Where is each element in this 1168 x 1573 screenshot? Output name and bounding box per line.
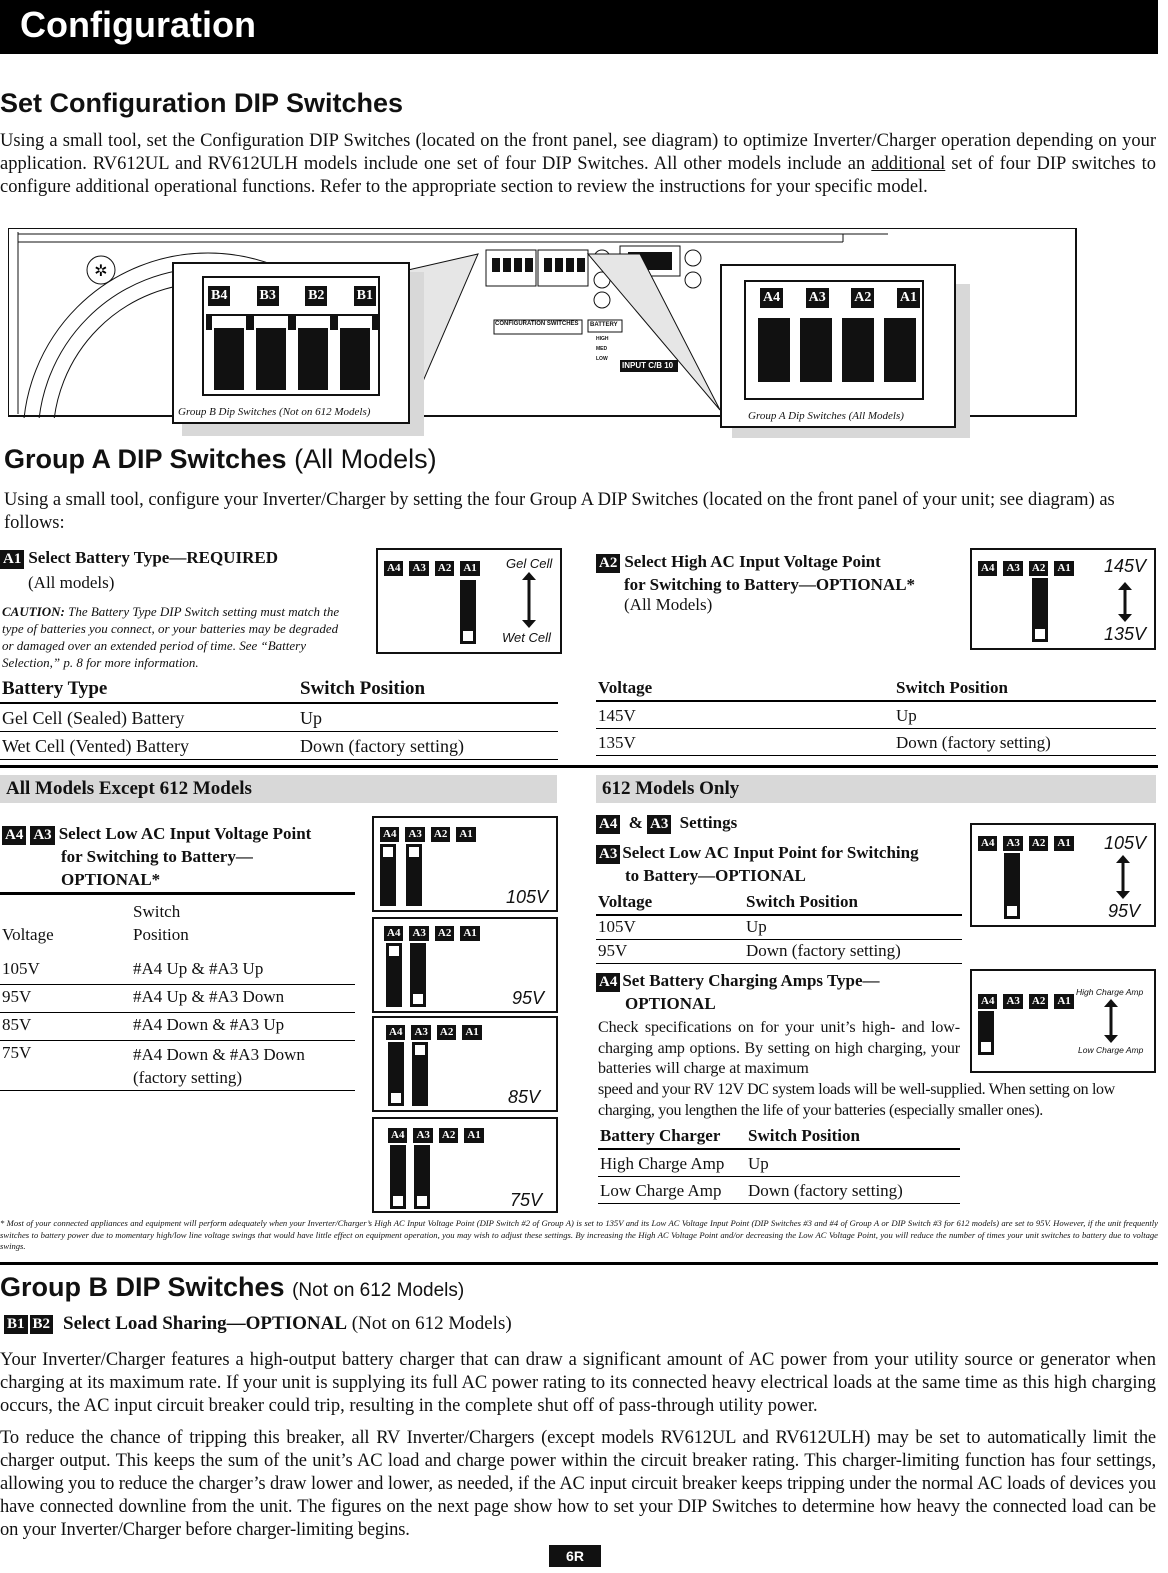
- a3-table-header: Switch Position: [744, 891, 962, 915]
- a2-fig-bottom: 135V: [1104, 624, 1147, 644]
- a2-fig-top: 145V: [1104, 556, 1147, 576]
- panel-low-label: LOW: [596, 356, 608, 362]
- only-612-badge: A3: [647, 815, 671, 834]
- group-a-intro: Using a small tool, configure your Inverter/Charger by setting the four Group A DIP Switches (located on the front panel of your unit; see diagram) as follows:: [4, 490, 1115, 533]
- a1-sub: (All models): [28, 573, 115, 592]
- switch-label: A4: [384, 561, 403, 576]
- a4-up-down-arrow: [1104, 999, 1118, 1043]
- switch-label: A4: [978, 994, 997, 1009]
- table-cell: 85V: [2, 1015, 32, 1034]
- group-b-title: [0, 1272, 464, 1303]
- figure-voltage: 75V: [509, 1190, 542, 1210]
- switch-label: A1: [462, 1025, 481, 1040]
- a4-fig-bottom: Low Charge Amp: [1078, 1045, 1144, 1055]
- switch-label: A3: [409, 926, 428, 941]
- table-cell: #A4 Down & #A3 Up: [133, 1015, 285, 1034]
- table-row: [0, 1041, 355, 1091]
- a3-fig-bottom: 95V: [1108, 901, 1141, 921]
- figure-voltage: 95V: [511, 988, 544, 1008]
- group-a-caption: Group A Dip Switches (All Models): [748, 410, 904, 422]
- switch-label: A4: [978, 561, 997, 576]
- switch-label: A3: [405, 827, 424, 842]
- group-a-label: A2: [851, 288, 874, 308]
- only-612-a4-title-2: OPTIONAL: [625, 994, 716, 1013]
- a4-table-cell: Up: [746, 1149, 960, 1177]
- switch-label: A4: [386, 1025, 405, 1040]
- panel-input-label: INPUT C/B 10: [622, 361, 674, 370]
- except-612-heading: [2, 822, 311, 891]
- table-cell: 75V: [2, 1043, 32, 1062]
- panel-battery-label: BATTERY: [590, 322, 618, 328]
- group-a-switch-bank: [744, 280, 924, 400]
- switch-label: A2: [431, 827, 450, 842]
- except-612-badge: A4: [2, 826, 26, 845]
- a2-heading: [596, 550, 915, 596]
- dip-switch-a2: [840, 316, 876, 394]
- only-612-a3-table: [596, 891, 962, 964]
- group-b-subheading: [4, 1313, 512, 1335]
- table-row: [0, 957, 355, 985]
- a1-caution: [2, 603, 342, 671]
- a2-table-header: Voltage: [596, 677, 894, 701]
- a4-fig-top: High Charge Amp: [1076, 987, 1144, 997]
- set-config-body: [0, 130, 1156, 199]
- a2-table-cell: Down (factory setting): [894, 729, 1156, 756]
- a3-table-cell: Down (factory setting): [744, 940, 962, 964]
- figure-voltage: 105V: [505, 887, 548, 907]
- panel-high-label: HIGH: [596, 336, 609, 342]
- except-612-bar: All Models Except 612 Models: [0, 775, 557, 803]
- switch-label: A4: [978, 836, 997, 851]
- a3-table-header: Voltage: [596, 891, 744, 915]
- a4-table-cell: Low Charge Amp: [598, 1177, 746, 1204]
- section-divider: [0, 1262, 1158, 1265]
- except-612-title-1: Select Low AC Input Voltage Point: [58, 824, 312, 843]
- a1-caution-text: The Battery Type DIP Switch setting must match the type of batteries you connect, or your batteries may be degraded or damaged over an extended period of time. See “Battery Selection,” p. 8 for more information.: [2, 604, 340, 670]
- group-a-label: A3: [806, 288, 829, 308]
- dip-switch-b2: [296, 316, 330, 392]
- switch-label: A3: [1003, 836, 1022, 851]
- only-612-a4-title-1: Set Battery Charging Amps Type—: [622, 971, 880, 990]
- group-b-badge: B2: [30, 1315, 54, 1334]
- group-b-callout: [172, 262, 410, 424]
- low-ac-figure-95v: [372, 917, 558, 1013]
- group-b-label: B3: [257, 286, 279, 306]
- except-612-header-position: Position: [133, 925, 189, 944]
- table-cell: #A4 Up & #A3 Down: [133, 987, 285, 1006]
- a1-switch-figure: [376, 548, 562, 654]
- group-b-para-1: Your Inverter/Charger features a high-output battery charger that can draw a significant amount of AC power from your utility source or generator when charging at its maximum rate. If your unit is supplying its full AC power rating to its connected heavy electrical loads at the same time as this high charging occurs, the AC input circuit breaker could trip, resulting in the complete shut off of pass-through utility power.: [0, 1350, 1156, 1416]
- a2-table-header: Switch Position: [894, 677, 1156, 701]
- set-config-title: Set Configuration DIP Switches: [0, 88, 404, 118]
- a1-fig-top: Gel Cell: [506, 556, 553, 571]
- a1-table-cell: Gel Cell (Sealed) Battery: [0, 703, 298, 732]
- switch-label: A3: [1003, 561, 1022, 576]
- a2-switch-figure: [970, 548, 1156, 650]
- a4-table-header: Switch Position: [746, 1125, 960, 1149]
- dip-switch-b4: [212, 316, 246, 392]
- switch-label: A1: [460, 561, 479, 576]
- except-612-rows: [0, 957, 355, 1091]
- a1-table-cell: Wet Cell (Vented) Battery: [0, 732, 298, 760]
- except-612-rule: [0, 892, 355, 895]
- group-b-caption: Group B Dip Switches (Not on 612 Models): [178, 406, 371, 418]
- switch-label: A1: [464, 1128, 483, 1143]
- dip-switch-a3: [798, 316, 834, 394]
- switch-a4-up: [978, 1011, 994, 1055]
- table-row: [0, 1013, 355, 1041]
- table-cell: 105V: [2, 959, 40, 978]
- set-config-underlined: additional: [871, 154, 946, 174]
- set-config-body-2: set of four DIP switches to configure additional operational functions. Refer to the appropriate section to review the instructions for your specific model.: [0, 154, 1156, 197]
- switch-label: A1: [460, 926, 479, 941]
- table-cell: [133, 1043, 305, 1089]
- set-config-body-1: Using a small tool, set the Configuration DIP Switches (located on the front panel, see diagram) to optimize Inverter/Charger operation depending on your application. RV612UL and RV612ULH models include one set of four DIP Switches. All other models include an: [0, 131, 1156, 174]
- switch-label: A4: [384, 926, 403, 941]
- a1-table-header: Battery Type: [0, 677, 298, 703]
- group-b-title-text: Group B DIP Switches: [0, 1272, 285, 1302]
- a1-heading: [0, 548, 278, 569]
- except-612-header-voltage: Voltage: [2, 925, 54, 944]
- except-612-header-switch: Switch: [133, 902, 181, 921]
- low-ac-figure-85v: [372, 1016, 558, 1112]
- switch-label: A3: [409, 561, 428, 576]
- figure-voltage: 85V: [507, 1087, 540, 1107]
- a4-table-header: Battery Charger: [598, 1125, 746, 1149]
- header-title: Configuration: [20, 4, 256, 45]
- switch-label: A1: [1054, 836, 1073, 851]
- only-612-a4-body-1: Check specifications on for your unit’s high- and low-charging amp options. By setting on high charging, your batteries will charge at maximum: [598, 1019, 960, 1077]
- table-cell-line: #A4 Down & #A3 Down: [133, 1045, 305, 1064]
- except-612-title-2: for Switching to Battery—: [61, 847, 253, 866]
- dip-switch-a1: [882, 316, 918, 394]
- a2-badge: A2: [596, 554, 620, 573]
- a2-table-cell: 135V: [596, 729, 894, 756]
- only-612-badge: A4: [596, 815, 620, 834]
- only-612-a3-figure: [970, 823, 1156, 927]
- a1-table-cell: Up: [298, 703, 558, 732]
- switch-label: A3: [413, 1128, 432, 1143]
- switch-label: A2: [435, 561, 454, 576]
- only-612-a4-table: [598, 1125, 960, 1204]
- section-divider: [0, 765, 1158, 768]
- only-612-a4-heading: [596, 969, 880, 1015]
- switch-label: A1: [456, 827, 475, 842]
- switch-label: A3: [411, 1025, 430, 1040]
- footnote: * Most of your connected appliances and equipment will perform adequately when your Inverter/Charger’s High AC Input Voltage Point (DIP Switch #2 of Group A) is set to 135V and its Low AC Voltage Input Point (DIP Switches #3 and #4 of Group A or DIP Switch #3 for 612 models) are set to 95V. However, if the unit frequently switches to battery power due to momentary high/low line voltage swings that would have little effect on equipment operation, you may wish to adjust these settings. By increasing the High AC Voltage Point and/or decreasing the Low AC Voltage Point, you will reduce the number of times your unit switches to battery due to voltage swings.: [0, 1218, 1158, 1251]
- a2-table: [596, 677, 1156, 756]
- dip-switch-b1: [338, 316, 372, 392]
- switch-label: A2: [435, 926, 454, 941]
- group-a-label: A1: [897, 288, 920, 308]
- group-b-label: B2: [305, 286, 327, 306]
- group-a-title-text: Group A DIP Switches: [4, 444, 287, 474]
- a3-up-down-arrow: [1116, 855, 1130, 899]
- switch-label: A4: [388, 1128, 407, 1143]
- a2-table-cell: Up: [894, 701, 1156, 729]
- group-b-label: B4: [208, 286, 230, 306]
- a1-badge: A1: [0, 550, 24, 569]
- switch-a4-up: [380, 844, 396, 906]
- only-612-amp: &: [628, 813, 643, 832]
- callout-lines: [400, 240, 730, 420]
- only-612-a3-title-2: to Battery—OPTIONAL: [625, 866, 806, 885]
- a2-up-down-arrow: [1118, 582, 1132, 622]
- a2-title-2: for Switching to Battery—OPTIONAL*: [624, 575, 916, 594]
- a2-table-cell: 145V: [596, 701, 894, 729]
- switch-label: A2: [1029, 836, 1048, 851]
- switch-label: A2: [439, 1128, 458, 1143]
- a4-table-cell: Down (factory setting): [746, 1177, 960, 1204]
- a3-table-cell: 105V: [596, 915, 744, 940]
- group-a-label: A4: [760, 288, 783, 308]
- group-b-para-2: To reduce the chance of tripping this breaker, all RV Inverter/Chargers (except models RV612UL and RV612ULH) may be set to automatically limit the charger output. This keeps the sum of the unit’s AC load and charge power within the circuit breaker rating. This charger-limiting function has four settings, allowing you to reduce the charger’s draw lower and lower, as needed, if the AC input circuit breaker keeps tripping under the normal AC loads of devices you have connected downline from the unit. The figures on the next page show how to set your DIP Switches to determine how heavy the connected load can be on your Inverter/Charger before charger-limiting begins.: [0, 1428, 1156, 1540]
- switch-label: A2: [1029, 994, 1048, 1009]
- switch-label: A1: [1054, 561, 1073, 576]
- group-b-badge: B1: [4, 1315, 28, 1334]
- table-cell-line: (factory setting): [133, 1068, 243, 1087]
- a2-switch-down: [1032, 578, 1048, 642]
- panel-med-label: MED: [596, 346, 608, 352]
- low-ac-figure-75v: [372, 1117, 558, 1213]
- svg-text:✲: ✲: [94, 261, 108, 280]
- only-612-settings-text: Settings: [679, 813, 738, 832]
- table-cell: 95V: [2, 987, 32, 1006]
- group-b-label: B1: [354, 286, 376, 306]
- panel-config-label: CONFIGURATION SWITCHES: [495, 321, 579, 327]
- table-cell: #A4 Up & #A3 Up: [133, 959, 264, 978]
- a1-caution-label: CAUTION:: [2, 604, 65, 619]
- only-612-a4-body-2: speed and your RV 12V DC system loads will be well-supplied. When setting on low charging, you lengthen the life of your batteries (especially smaller ones).: [598, 1081, 1115, 1119]
- switch-a3-down: [410, 943, 426, 1007]
- only-612-bar: 612 Models Only: [596, 775, 1156, 803]
- group-a-callout: [720, 264, 956, 428]
- page-number: 6R: [549, 1545, 601, 1567]
- a3-fig-top: 105V: [1104, 833, 1147, 853]
- switch-a4-up: [386, 943, 402, 1007]
- switch-label: A2: [1029, 561, 1048, 576]
- group-b-title-suffix: (Not on 612 Models): [292, 1280, 465, 1301]
- switch-label: A2: [437, 1025, 456, 1040]
- group-a-title: [4, 444, 437, 475]
- a1-title: Select Battery Type—REQUIRED: [28, 548, 278, 567]
- a3-table-cell: 95V: [596, 940, 744, 964]
- except-612-title-3: OPTIONAL*: [61, 870, 161, 889]
- group-a-title-suffix: (All Models): [294, 444, 437, 474]
- a1-switch-down: [460, 580, 476, 644]
- dip-switch-b3: [254, 316, 288, 392]
- a1-up-down-arrow: [522, 572, 536, 628]
- switch-label: A3: [1003, 994, 1022, 1009]
- only-612-settings: [596, 813, 737, 834]
- switch-label: A1: [1054, 994, 1073, 1009]
- group-b-sub-title: Select Load Sharing—OPTIONAL: [63, 1313, 348, 1334]
- a2-sub: (All Models): [624, 595, 713, 614]
- group-b-switch-bank: [202, 276, 380, 396]
- switch-a3-down: [414, 1145, 430, 1209]
- dip-switch-a4: [756, 316, 792, 394]
- page-header: [0, 0, 1158, 54]
- except-612-badge: A3: [30, 826, 54, 845]
- low-ac-figure-105v: [372, 816, 558, 912]
- switch-a3-up: [412, 1042, 428, 1106]
- only-612-a4-figure: [970, 969, 1156, 1073]
- only-612-a3-badge: A3: [596, 845, 620, 864]
- switch-label: A4: [380, 827, 399, 842]
- switch-a4-down: [388, 1042, 404, 1106]
- group-b-sub-suffix: (Not on 612 Models): [351, 1313, 512, 1334]
- only-612-a3-heading: [596, 841, 919, 887]
- a3-table-cell: Up: [744, 915, 962, 940]
- a4-table-cell: High Charge Amp: [598, 1149, 746, 1177]
- table-row: [0, 985, 355, 1013]
- a2-title-1: Select High AC Input Voltage Point: [624, 552, 881, 571]
- a1-fig-bottom: Wet Cell: [502, 630, 551, 645]
- a1-table-header: Switch Position: [298, 677, 558, 703]
- switch-a4-down: [390, 1145, 406, 1209]
- only-612-a3-title-1: Select Low AC Input Point for Switching: [622, 843, 919, 862]
- a1-table: [0, 677, 558, 760]
- only-612-a4-badge: A4: [596, 973, 620, 992]
- switch-a3-up: [406, 844, 422, 906]
- switch-a3-down: [1004, 853, 1020, 919]
- a1-table-cell: Down (factory setting): [298, 732, 558, 760]
